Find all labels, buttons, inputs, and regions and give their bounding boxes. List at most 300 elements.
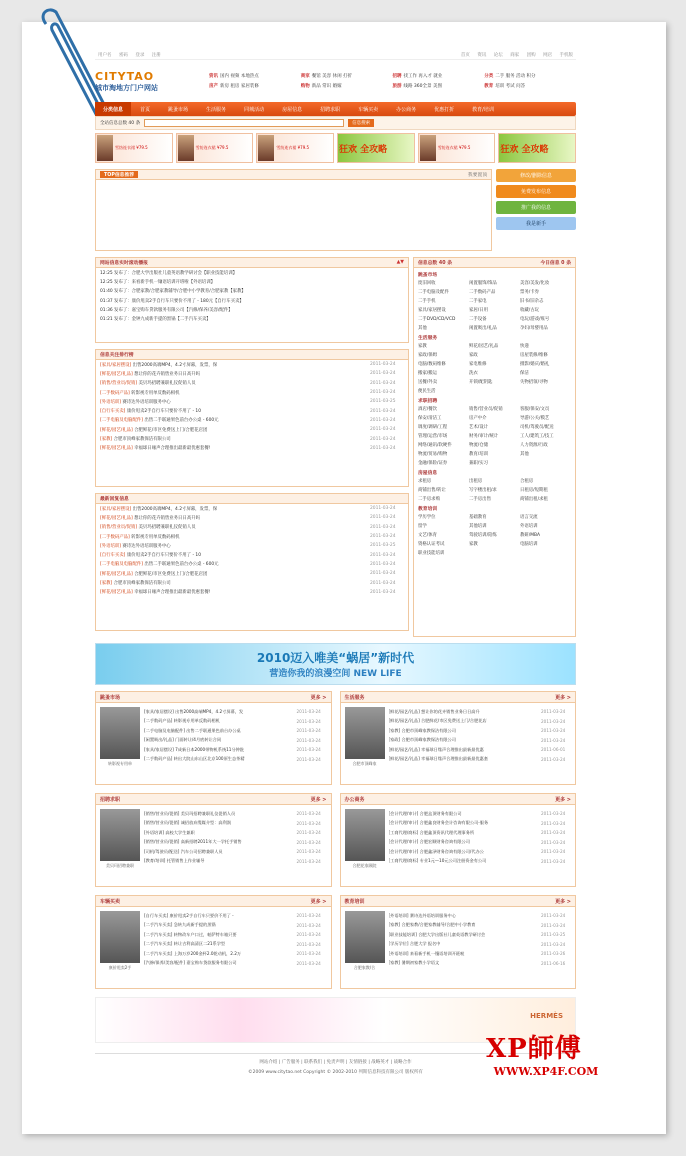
password-label: 密码 — [118, 52, 128, 58]
market-link[interactable]: 保安/清洁工 — [418, 416, 442, 421]
item-title: [自行车买卖] 康价甩卖2手自行车只要价不用了 - — [144, 912, 234, 918]
market-section-links — [414, 343, 575, 394]
list-item[interactable] — [389, 911, 572, 921]
market-section-title: 求职招聘 — [418, 399, 438, 404]
item-date: 2011-03-25 — [541, 932, 566, 938]
item-date: 2011-03-24 — [296, 960, 321, 966]
thumb-caption: 合肥市顶峰家 — [352, 761, 377, 766]
quick-link[interactable]: 资讯 — [477, 52, 487, 58]
post-free-button[interactable]: 免费发布信息 — [496, 185, 576, 198]
realtime-list — [96, 268, 408, 324]
top-recommend-tab[interactable]: TOP信息推荐 — [100, 171, 138, 178]
item-tag: [销售/营业员/促销] — [100, 381, 138, 387]
list-item[interactable] — [96, 434, 408, 443]
item-title: [会计代理/审计] 合肥盒顶财务有限公司 — [388, 810, 462, 816]
market-link[interactable]: 教育/培训 — [469, 452, 489, 457]
item-title: [鲜花/园艺/礼品] 幸福球日缘声合理推出最新最优惠套餐! — [100, 446, 211, 452]
list-item[interactable] — [389, 940, 572, 950]
list-item[interactable]: 01:37 发布了：康价甩卖2手自行车只要价不用了 - 180元【自行车买卖】 — [100, 298, 244, 304]
market-link[interactable]: 物流/贸易/购物 — [418, 452, 448, 457]
module-body — [96, 805, 331, 873]
list-item[interactable] — [389, 755, 572, 765]
more-link[interactable]: 更多 > — [310, 898, 327, 905]
list-item[interactable] — [96, 406, 408, 415]
market-link[interactable]: 电脑培训 — [520, 542, 538, 547]
market-link[interactable]: 美容/美发/化妆 — [520, 281, 550, 286]
item-tag: [家教] — [100, 437, 113, 443]
list-item[interactable] — [144, 940, 327, 950]
item-title: [鲜花/园艺/礼品] 幸福球日缘声合理推出最新最优惠套餐! — [100, 590, 211, 596]
item-date: 2011-03-24 — [370, 445, 396, 451]
nav-item[interactable]: 优惠打折 — [434, 106, 455, 113]
item-title: [会计代理/审计] 合肥鑫泽财务咨询有限公司/代办公 — [388, 848, 484, 854]
market-link[interactable]: 学历学位 — [418, 515, 436, 520]
thumb-caption: 转影视专用单 — [108, 761, 132, 766]
thumb-image — [345, 809, 385, 861]
more-link[interactable]: 更多 > — [310, 694, 327, 701]
ad-text: 雪纺连衣裙 ¥79.5 — [115, 145, 148, 150]
item-title: [司机/驾驶员/配送] 汽车公司招聘兼职人员 — [144, 848, 223, 854]
list-item[interactable] — [389, 930, 572, 940]
module-title: 跳蚤市场 — [100, 694, 121, 701]
market-link[interactable]: 二手房求购 — [418, 497, 440, 502]
list-item[interactable] — [144, 717, 327, 727]
list-item[interactable] — [96, 425, 408, 434]
market-link[interactable]: 驾驶培训/陪练 — [469, 533, 497, 538]
item-date: 2011-03-26 — [541, 951, 566, 957]
item-date: 2011-03-24 — [296, 849, 321, 855]
market-link[interactable]: 文艺/体育 — [418, 533, 438, 538]
item-title: [鲜花/园艺/礼品] 想让你的花卉销售业务日日高升吗 — [100, 515, 200, 521]
register-link[interactable]: 注册 — [151, 52, 161, 58]
item-date: 2011-03-24 — [296, 737, 321, 743]
item-title: [自行车买卖] 康价甩卖2手自行车只要价不用了 - 10 — [100, 409, 202, 415]
watermark — [486, 1028, 606, 1078]
item-date: 2011-06-01 — [541, 747, 566, 753]
module-thumb[interactable] — [100, 707, 140, 767]
item-tag: [销售/营业员/促销] — [100, 525, 138, 531]
category-group[interactable]: 旅游 线路 360全景 美图 — [392, 84, 442, 89]
category-group[interactable]: 购物 新品 常识 婚嫁 — [300, 84, 342, 89]
nav-item[interactable]: 同城活动 — [244, 106, 265, 113]
quick-link[interactable]: 首页 — [460, 52, 470, 58]
more-link[interactable]: 更多 > — [555, 898, 571, 905]
market-link[interactable]: 商铺出租/求租 — [520, 497, 548, 502]
market-link[interactable]: 家教 — [469, 542, 478, 547]
item-title: [销售/营业员/促销] 美贝玛招聘兼职礼仪促销人员 — [100, 525, 196, 531]
more-link[interactable]: 更多 > — [310, 796, 327, 803]
market-link[interactable]: 开锁/配钥匙 — [469, 380, 493, 385]
pin-link[interactable]: 我要置顶 — [467, 173, 487, 178]
market-link[interactable]: 旧书/旧杂志 — [520, 299, 544, 304]
list-item[interactable] — [144, 809, 327, 819]
market-link[interactable]: 家居/日用 — [469, 308, 489, 313]
market-link[interactable]: 鲜花/园艺/礼品 — [469, 344, 499, 349]
market-link[interactable]: 房屋装修/维修 — [520, 353, 548, 358]
item-date: 2011-03-25 — [370, 543, 396, 549]
list-item[interactable] — [96, 360, 408, 369]
list-item[interactable] — [144, 930, 327, 940]
list-item[interactable] — [144, 949, 327, 959]
market-link[interactable]: 家电维修 — [469, 362, 487, 367]
login-button[interactable]: 登录 — [135, 52, 145, 58]
footer-link[interactable]: 战略英才 — [371, 1060, 390, 1065]
market-link[interactable]: 其他培训 — [469, 524, 487, 529]
list-item[interactable] — [144, 707, 327, 717]
item-title: [会计代理/审计] 合肥宏顺财务咨询有限公司 — [388, 839, 470, 845]
quick-link[interactable]: 商家 — [510, 52, 520, 58]
item-title: [外语培训] 赛诗达外语培训服务中心 — [100, 543, 171, 549]
module-thumb[interactable] — [100, 911, 140, 971]
market-link[interactable]: 求租房 — [418, 479, 432, 484]
ad-banner[interactable] — [498, 133, 576, 163]
market-link[interactable]: 家政/保姆 — [418, 353, 438, 358]
market-link[interactable]: 其他 — [520, 452, 529, 457]
list-item[interactable] — [389, 726, 572, 736]
list-item[interactable] — [389, 707, 572, 717]
market-link[interactable]: 闲置吸出/礼品 — [469, 326, 497, 331]
copyright: ©2009 www.citytao.net Copyright © 2002-2010 列斯信息科技有限公司 版权所有 — [248, 1070, 423, 1075]
market-link[interactable]: 电脑/数码维修 — [418, 362, 446, 367]
item-title: [鲜花/园艺/礼品] 想让你的花卉销售业务日日高升 — [388, 708, 480, 714]
market-link[interactable]: 物流/仓储 — [469, 443, 489, 448]
market-link[interactable]: 失物招领/寻物 — [520, 380, 548, 385]
list-item[interactable] — [96, 523, 408, 532]
item-date: 2011-03-24 — [541, 941, 566, 947]
market-link[interactable]: 销售/营业员/促销 — [469, 407, 503, 412]
list-item[interactable] — [96, 513, 408, 522]
market-link[interactable]: 家教 — [418, 344, 427, 349]
item-tag: [鲜花/园艺/礼品] — [100, 446, 133, 452]
list-item[interactable] — [144, 736, 327, 746]
list-item[interactable] — [96, 379, 408, 388]
list-item[interactable] — [389, 809, 572, 819]
market-link — [520, 460, 571, 466]
list-item[interactable] — [96, 369, 408, 378]
quick-link[interactable]: 网店 — [543, 52, 553, 58]
ad-banner[interactable] — [176, 133, 254, 163]
market-section-links — [414, 478, 575, 502]
market-link[interactable]: 家政 — [469, 353, 478, 358]
item-date: 2011-03-24 — [296, 811, 321, 817]
list-item[interactable] — [144, 745, 327, 755]
module-list — [144, 707, 327, 767]
more-link[interactable]: 更多 > — [555, 796, 571, 803]
category-group[interactable]: 招聘 找工作 再入才 就业 — [392, 74, 443, 79]
item-title: [二手汽车买卖] 转物改车户口过，帕萨特车箱只要 — [144, 931, 237, 937]
module-header — [341, 794, 576, 805]
market-link[interactable]: 管理/运营/市场 — [418, 434, 448, 439]
list-item[interactable] — [389, 949, 572, 959]
market-link[interactable]: 网络/通讯/软硬件 — [418, 443, 452, 448]
module-body — [341, 703, 576, 771]
item-tag: [二手电脑及电脑配件] — [100, 562, 143, 568]
nav-item[interactable]: 跳蚤市场 — [168, 106, 189, 113]
list-item[interactable] — [144, 921, 327, 931]
more-link[interactable]: 更多 > — [555, 694, 571, 701]
ad-banner[interactable] — [418, 133, 496, 163]
module-panel — [95, 793, 332, 887]
quick-link[interactable]: 手机版 — [559, 52, 573, 58]
footer-link[interactable]: 友情链接 — [348, 1060, 367, 1065]
site-page — [95, 50, 576, 1078]
item-title: [鲜花/园艺/礼品] 幸福球日缘声合理推出最新最优惠套 — [388, 756, 489, 762]
top-row — [95, 169, 576, 251]
footer-link[interactable]: 联系我们 — [304, 1060, 323, 1065]
list-item[interactable] — [389, 717, 572, 727]
market-section-links — [414, 280, 575, 331]
list-item[interactable] — [144, 726, 327, 736]
promote-button[interactable]: 推广我的信息 — [496, 201, 576, 214]
market-link[interactable]: 写字楼出租/求 — [469, 488, 497, 493]
item-date: 2011-03-24 — [296, 932, 321, 938]
market-link[interactable]: 洗衣 — [469, 371, 478, 376]
thumb-caption: 合肥家教/合 — [353, 965, 376, 970]
market-link[interactable]: 其他 — [418, 326, 427, 331]
market-link[interactable]: 二手房出售 — [469, 497, 491, 502]
module-body — [341, 907, 576, 975]
item-title: [二手电脑及电脑配件] 出售二手联通果色前台办公桌 - 600元 — [100, 418, 219, 424]
list-item[interactable] — [389, 838, 572, 848]
market-link[interactable]: 电玩/游戏/账号 — [520, 317, 550, 322]
list-item[interactable] — [389, 959, 572, 969]
market-section-title: 跳蚤市场 — [418, 273, 438, 278]
list-item[interactable] — [389, 847, 572, 857]
item-title: [销售/营业员/促销] 诚招放弃缆媒介型：高利润 — [144, 820, 231, 826]
item-date: 2011-03-25 — [370, 399, 396, 405]
item-title: [鲜花/园艺/礼品] 合肥鲜花/市区免费送上门/合肥花店团 — [100, 427, 208, 433]
ad-banner[interactable] — [337, 133, 415, 163]
market-link[interactable]: 金融/保险/证券 — [418, 461, 448, 466]
list-item[interactable] — [144, 857, 327, 867]
nav-item[interactable]: 生活服务 — [206, 106, 227, 113]
market-link[interactable]: 导游/公关/模艺 — [520, 416, 550, 421]
item-date: 2011-03-24 — [296, 709, 321, 715]
market-link[interactable]: 二手家电 — [469, 299, 487, 304]
ad-photo — [258, 135, 274, 161]
search-button[interactable]: 信息搜索 — [348, 119, 374, 127]
item-title: [二手数码产品] 转影视专用单反数码相机 — [144, 718, 220, 724]
watermark-title: XP師傅 — [486, 1034, 582, 1064]
list-item[interactable] — [96, 578, 408, 587]
market-link[interactable]: 工人/建筑工/技工 — [520, 434, 554, 439]
market-link[interactable]: 出租房 — [469, 479, 483, 484]
market-link[interactable]: 闲置服饰/饰品 — [469, 281, 497, 286]
module-header — [341, 692, 576, 703]
list-item[interactable] — [144, 847, 327, 857]
market-link[interactable]: 合租房 — [520, 479, 534, 484]
list-item[interactable]: 12:25 发布了：合肥大学出版社儿童英语教学研讨会【职业技能培训】 — [100, 270, 237, 276]
module-title: 办公商务 — [344, 796, 365, 803]
item-title: [鲜花/园艺/礼品] 想让你的花卉销售业务日日高升吗 — [100, 371, 200, 377]
market-link[interactable]: 收藏/古玩 — [520, 308, 540, 313]
item-title: [职业技能培训] 合肥大学出版社儿童英语教学研讨会 — [388, 931, 486, 937]
market-link[interactable]: 二手设备 — [469, 317, 487, 322]
item-date: 2011-03-24 — [541, 839, 566, 845]
nav-item[interactable]: 教育/培训 — [472, 106, 494, 113]
nav-item[interactable]: 首页 — [140, 106, 151, 113]
list-item[interactable] — [144, 819, 327, 829]
nav-item[interactable]: 办公商务 — [396, 106, 417, 113]
footer-link[interactable]: 广告服务 — [281, 1060, 300, 1065]
newbie-button[interactable]: 我是新手 — [496, 217, 576, 230]
item-title: [销售/营业员/促销] 美贝玛招聘兼职礼仪促销人员 — [100, 381, 196, 387]
market-link[interactable]: 房产中介 — [469, 416, 487, 421]
hot-panel — [95, 349, 409, 487]
list-item[interactable] — [96, 504, 408, 513]
list-item[interactable] — [389, 828, 572, 838]
market-link[interactable]: 二手DVD/CD/VCD — [418, 317, 456, 322]
list-item[interactable] — [96, 397, 408, 406]
list-item[interactable]: 12:25 发布了：来看新手机一镶语培训开班啦【外语培训】 — [100, 279, 216, 285]
item-date: 2011-03-24 — [296, 858, 321, 864]
item-date: 2011-03-24 — [370, 436, 396, 442]
market-link[interactable]: 职业技能培训 — [418, 551, 445, 556]
list-item[interactable] — [389, 857, 572, 867]
module-thumb[interactable] — [345, 911, 385, 971]
list-item[interactable] — [389, 819, 572, 829]
search-input[interactable] — [144, 119, 344, 127]
left-column — [95, 257, 409, 637]
market-link[interactable]: 兼职/实习 — [469, 461, 489, 466]
top-recommend-header — [96, 170, 491, 180]
module-body — [96, 907, 331, 975]
item-title: [二手电脑及电脑配件] 出售二手联通果色前台办公桌 - 600元 — [100, 562, 219, 568]
market-link[interactable]: 留学 — [418, 524, 427, 529]
item-tag: [家具/家居摆设] — [100, 506, 132, 512]
list-item[interactable] — [96, 550, 408, 559]
market-link[interactable]: 酒店/餐饮 — [418, 407, 438, 412]
market-link[interactable]: 送餐/外卖 — [418, 380, 438, 385]
footer-link[interactable]: 战略合作 — [393, 1060, 412, 1065]
category-group[interactable]: 房产 新房 租房 家居装修 — [209, 84, 259, 89]
market-link[interactable]: 二手数码产品 — [469, 290, 496, 295]
market-link[interactable]: 票务/卡券 — [520, 290, 540, 295]
market-link[interactable]: 便民生活 — [418, 389, 436, 394]
list-item[interactable] — [144, 838, 327, 848]
module-thumb[interactable] — [345, 809, 385, 869]
list-item[interactable] — [144, 828, 327, 838]
market-link[interactable]: 二手手机 — [418, 299, 436, 304]
list-item[interactable] — [144, 959, 327, 969]
item-title: [外语培训] 赛诗达外语培训服务中心 — [100, 399, 171, 405]
module-thumb[interactable] — [345, 707, 385, 767]
market-link[interactable]: 摄影/婚庆/婚礼 — [520, 362, 550, 367]
market-link[interactable]: 孕妇/母婴用品 — [520, 326, 548, 331]
item-title: [家教] 暑期初家教小学语文 — [388, 960, 440, 966]
list-item[interactable] — [96, 416, 408, 425]
market-link[interactable]: 财务/审计/统计 — [469, 434, 499, 439]
market-link[interactable]: 日租房/短期租 — [520, 488, 548, 493]
list-item[interactable] — [144, 911, 327, 921]
market-link[interactable]: 家具/家居摆设 — [418, 308, 446, 313]
list-item[interactable] — [389, 745, 572, 755]
list-item[interactable] — [96, 388, 408, 397]
edit-delete-button[interactable]: 修改/删除信息 — [496, 169, 576, 182]
category-group[interactable]: 资讯 国内 视频 本地热点 — [209, 74, 259, 79]
module-thumb[interactable] — [100, 809, 140, 869]
login-area — [95, 52, 164, 58]
site-logo[interactable] — [95, 70, 209, 93]
market-link[interactable]: 搬家/搬运 — [418, 371, 438, 376]
market-link[interactable]: 保洁 — [520, 371, 529, 376]
market-link[interactable]: 教研/MBA — [520, 533, 541, 538]
nav-item[interactable]: 房屋信息 — [282, 106, 303, 113]
market-link[interactable]: 司机/驾驶员/配送 — [520, 425, 554, 430]
list-item[interactable]: 01:36 发布了：嘉宝购车贷款服务有限公司【汽修/保养/美容/配件】 — [100, 307, 233, 313]
item-title: [二手汽车买卖] 急转九成新手提的黑锅 — [144, 922, 216, 928]
footer-link[interactable]: 免责声明 — [326, 1060, 345, 1065]
list-item[interactable]: 01:21 发布了：金钟九成新手提的黑锅【二手汽车买卖】 — [100, 317, 211, 323]
market-link[interactable]: 资格认证考试 — [418, 542, 445, 547]
ad-banner[interactable] — [95, 133, 173, 163]
market-link[interactable]: 基础教育 — [469, 515, 487, 520]
category-group[interactable]: 教育 培训 考试 问答 — [484, 84, 526, 89]
list-item[interactable]: 01:40 发布了：合肥家教/合肥家教辅导/合肥中小学教育/合肥家教【家教】 — [100, 289, 246, 295]
market-link[interactable]: 商铺出售/转让 — [418, 488, 446, 493]
module-panel — [95, 895, 332, 989]
list-item[interactable] — [389, 921, 572, 931]
ad-text: 雪纺连衣裙 ¥79.5 — [437, 145, 471, 150]
top-bar — [95, 50, 576, 60]
item-tag: [家具/家居摆设] — [100, 362, 132, 368]
item-date: 2011-06-16 — [541, 960, 566, 966]
item-date: 2011-03-24 — [541, 756, 566, 762]
nav-item[interactable]: 车辆买卖 — [358, 106, 379, 113]
item-tag: [二手数码产品] — [100, 390, 130, 396]
item-title: [鲜花/园艺/礼品] 幸福球日缘声合理推出最新最优惠 — [388, 746, 484, 752]
market-link[interactable]: 语言交流 — [520, 515, 538, 520]
quick-link[interactable]: 论坛 — [493, 52, 503, 58]
item-date: 2011-03-24 — [370, 515, 396, 521]
footer-link[interactable]: 网站介绍 — [259, 1060, 278, 1065]
market-link[interactable]: 外语培训 — [520, 524, 538, 529]
market-link[interactable]: 二手电脑及配件 — [418, 290, 449, 295]
market-link[interactable]: 艺术/设计 — [469, 425, 489, 430]
list-item[interactable] — [96, 588, 408, 597]
category-group[interactable]: 商家 餐馆 美容 休闲 打折 — [300, 74, 353, 79]
market-link[interactable]: 调度/调研/工程 — [418, 425, 448, 430]
ad-banner[interactable] — [256, 133, 334, 163]
list-item[interactable] — [144, 755, 327, 765]
market-link[interactable]: 废旧回收 — [418, 281, 436, 286]
category-group[interactable]: 分类 二手 服务 活动 积分 — [484, 74, 536, 79]
module-title: 招聘求职 — [100, 796, 121, 803]
market-link[interactable]: 快递 — [520, 344, 529, 349]
banner-headline: 2010迈入唯美“蜗居”新时代 — [256, 651, 415, 665]
ad-strip — [95, 133, 576, 163]
market-section-links — [414, 406, 575, 466]
list-item[interactable] — [96, 569, 408, 578]
item-tag: [鲜花/园艺/礼品] — [100, 371, 133, 377]
module-list — [389, 707, 572, 767]
item-date: 2011-03-24 — [541, 922, 566, 928]
list-item[interactable] — [96, 444, 408, 453]
market-section-title: 教育培训 — [418, 507, 438, 512]
list-item[interactable] — [389, 736, 572, 746]
nav-item-current[interactable]: 分类信息 — [95, 102, 131, 116]
nav-item[interactable]: 招聘求职 — [320, 106, 341, 113]
market-link[interactable]: 客服/保安/文员 — [520, 407, 550, 412]
promo-banner[interactable] — [95, 643, 576, 685]
list-item[interactable] — [96, 541, 408, 550]
market-link[interactable]: 人力资源/行政 — [520, 443, 548, 448]
list-item[interactable] — [96, 560, 408, 569]
quick-link[interactable]: 团购 — [526, 52, 536, 58]
list-item[interactable] — [96, 532, 408, 541]
module-header — [96, 794, 331, 805]
scroll-arrows-icon[interactable]: ▲▼ — [396, 260, 404, 265]
